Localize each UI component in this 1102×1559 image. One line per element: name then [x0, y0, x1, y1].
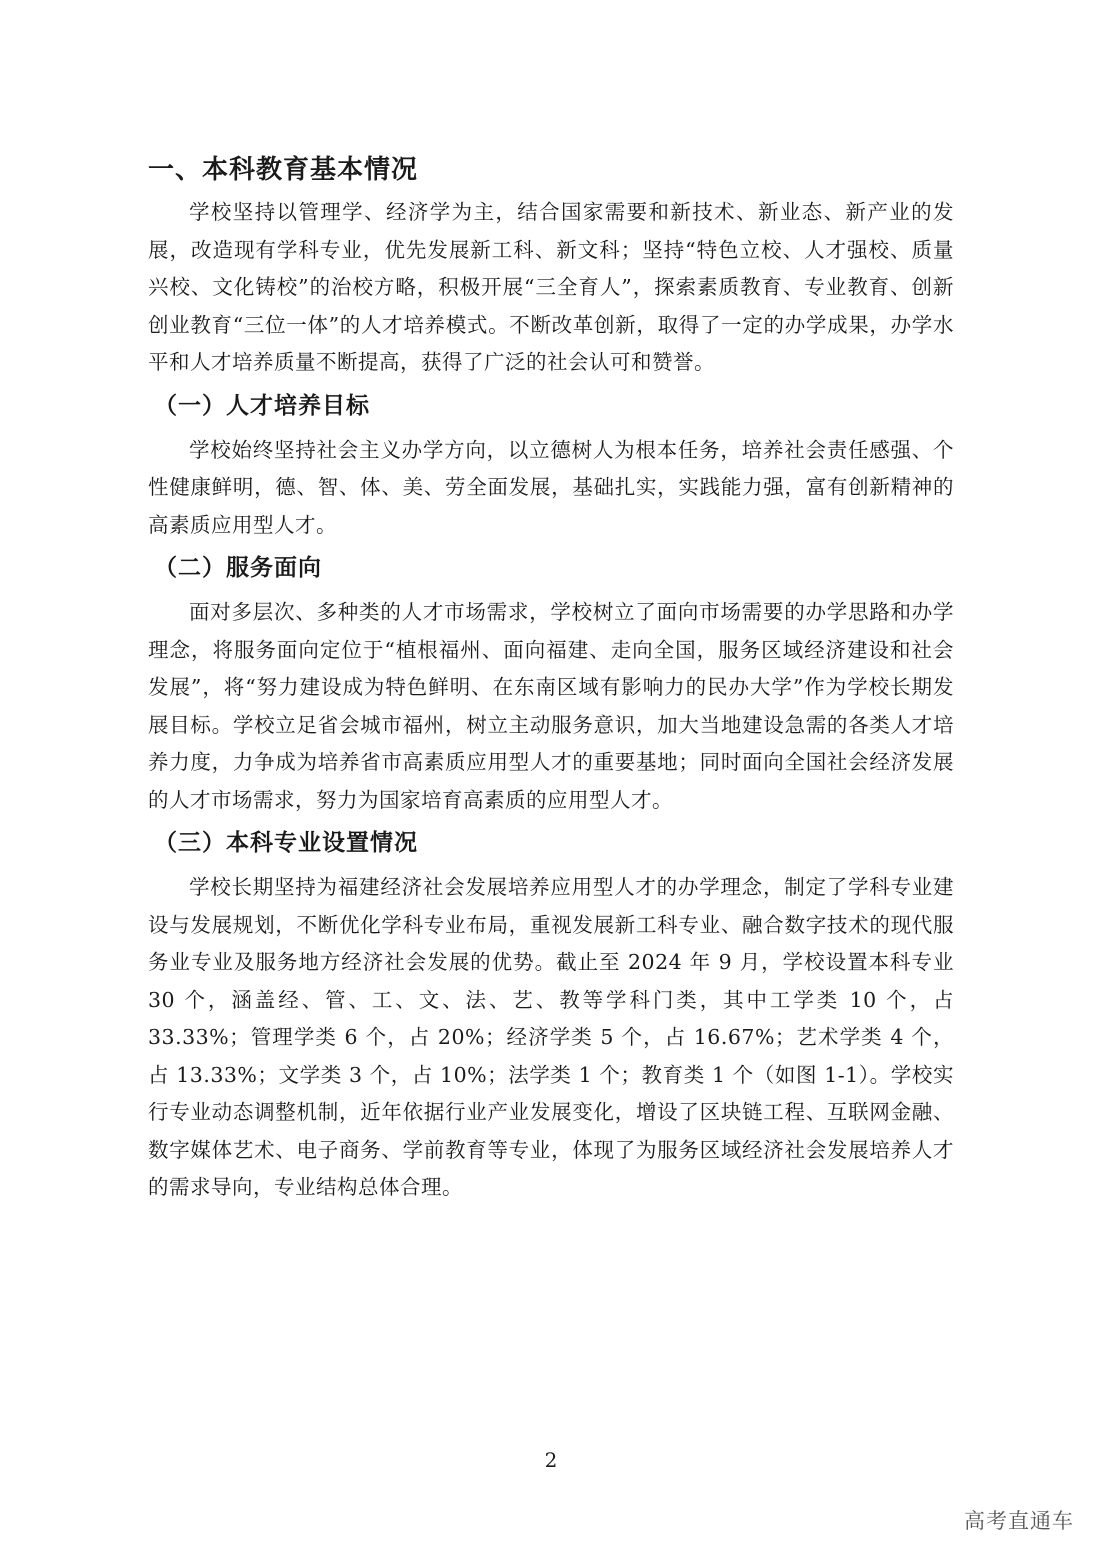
- document-page: [148, 150, 954, 1211]
- watermark-text: 高考直通车: [964, 1509, 1074, 1533]
- section-intro-paragraph: 学校坚持以管理学、经济学为主，结合国家需要和新技术、新业态、新产业的发展，改造现有学科专业，优先发展新工科、新文科；坚持“特色立校、人才强校、质量兴校、文化铸校”的治校方略，积极开展“三全育人”，探索素质教育、专业教育、创新创业教育“三位一体”的人才培养模式。不断改革创新，取得了一定的办学成果，办学水平和人才培养质量不断提高，获得了广泛的社会认可和赞誉。: [148, 200, 954, 374]
- page-number: 2: [544, 1448, 558, 1472]
- subsection-title-talent-goal: （一）人才培养目标: [154, 392, 370, 419]
- subsection-body-service-orientation: 面对多层次、多种类的人才市场需求，学校树立了面向市场需要的办学思路和办学理念，将服务面向定位于“植根福州、面向福建、走向全国，服务区域经济建设和社会发展”，将“努力建设成为特色鲜明、在东南区域有影响力的民办大学”作为学校长期发展目标。学校立足省会城市福州，树立主动服务意识，加大当地建设急需的各类人才培养力度，力争成为培养省市高素质应用型人才的重要基地；同时面向全国社会经济发展的人才市场需求，努力为国家培育高素质的应用型人才。: [148, 600, 954, 812]
- subsection-title-service-orientation: （二）服务面向: [154, 555, 322, 581]
- section-title: 一、本科教育基本情况: [148, 155, 419, 185]
- subsection-body-talent-goal: 学校始终坚持社会主义办学方向，以立德树人为根本任务，培养社会责任感强、个性健康鲜明，德、智、体、美、劳全面发展，基础扎实，实践能力强，富有创新精神的高素质应用型人才。: [148, 437, 954, 537]
- subsection-body-major-setup: 学校长期坚持为福建经济社会发展培养应用型人才的办学理念，制定了学科专业建设与发展规划，不断优化学科专业布局，重视发展新工科专业、融合数字技术的现代服务业专业及服务地方经济社会发展的优势。截止至 2024 年 9 月，学校设置本科专业 30 个，涵盖经、管、工、文、法、艺、教等学科门类，其中工学类 10 个，占 33.33%；管理学类 6 个，占 20%；经济学类 5 个，占 16.67%；艺术学类 4 个，占 13.33%；文学类 3 个，占 10%；法学类 1 个；教育类 1 个（如图 1-1）。学校实行专业动态调整机制，近年依据行业产业发展变化，增设了区块链工程、互联网金融、数字媒体艺术、电子商务、学前教育等专业，体现了为服务区域经济社会发展培养人才的需求导向，专业结构总体合理。: [148, 875, 954, 1199]
- subsection-title-major-setup: （三）本科专业设置情况: [154, 830, 418, 856]
